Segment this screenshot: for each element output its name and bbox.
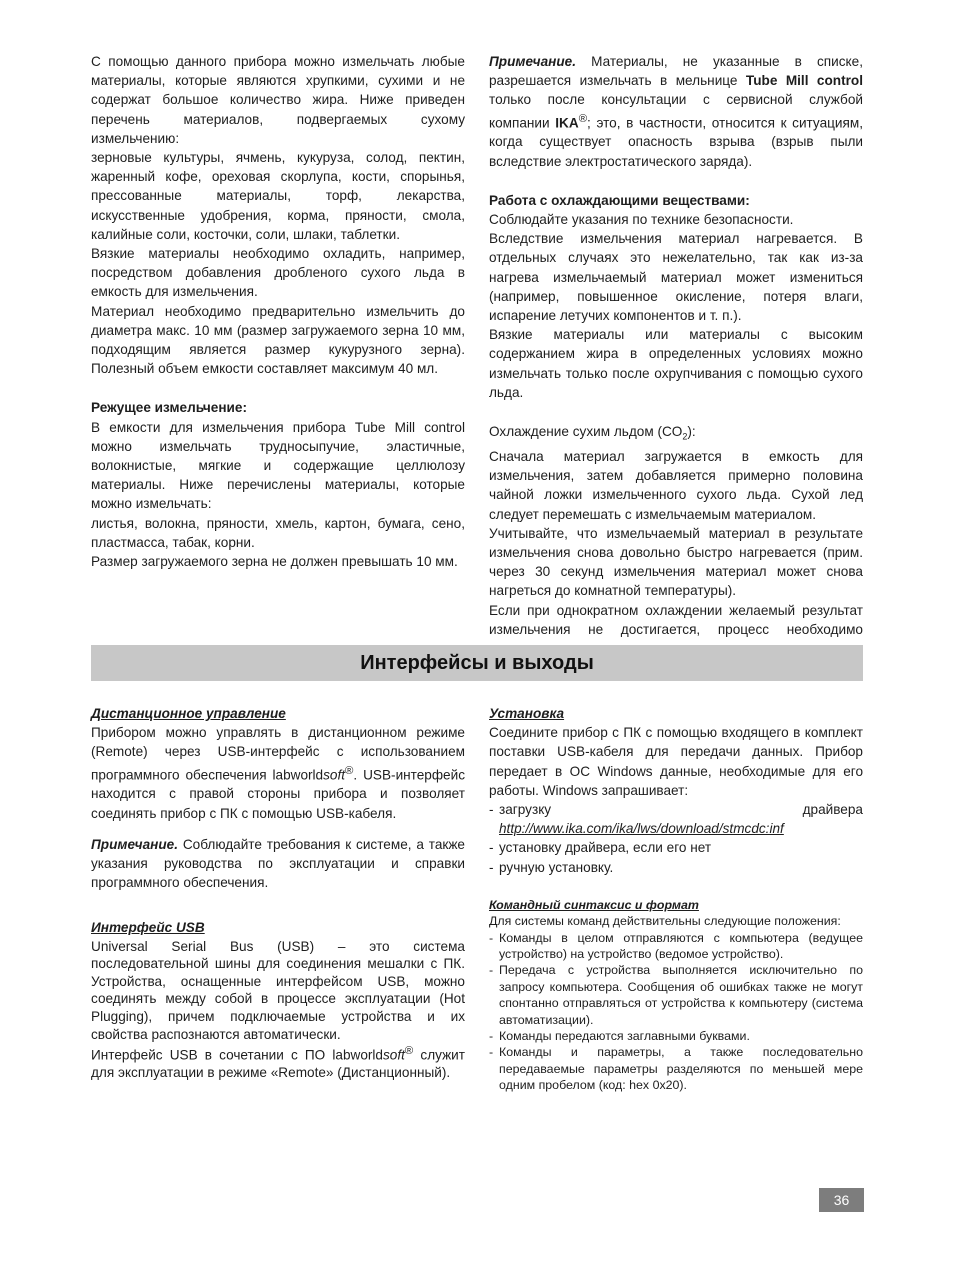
dryice-paragraph-2: Учитывайте, что измельчаемый материал в результате измельчения снова довольно быстро нагревается (прим. через 30 секунд измельчения материал может снова нагреться до комнатной температуры). [489, 525, 863, 599]
usb-text2-2: служит для эксплуатации в режиме «Remote» (Дистанционный). [91, 1047, 465, 1081]
top-left-column [91, 52, 465, 571]
note-product: Tube Mill control [745, 73, 863, 89]
usb-paragraph: Universal Serial Bus (USB) – это система последовательной шины для соединения мешалки с ПК. Устройства, оснащенные интерфейсом USB, можно соединять между собой в процессе эксплуатации (Hot Plugging), причем подключаемые устройства и их свойства распознаются автоматически. [91, 938, 465, 1042]
bottom-note-label: Примечание. [91, 836, 178, 852]
cutting-list: листья, волокна, пряности, хмель, картон, бумага, сено, пластмасса, табак, корни. [91, 515, 465, 550]
dryice-heading [489, 422, 863, 447]
coolant-heat: Вследствие измельчения материал нагревается. В отдельных случаях это нежелательно, так как из-за нагрева измельчаемый материал может измениться (например, повышенное окисление, потеря влаги, испарение летучих компонентов и т. п.). [489, 231, 863, 323]
install-item-2: - установку драйвера, если его нет [489, 838, 863, 857]
note-text-1: Материалы, не указанные в списке, разрешается измельчать в мельнице [489, 54, 863, 89]
remote-heading: Дистанционное управление [91, 706, 286, 721]
coolant-viscous: Вязкие материалы или материалы с высоким содержанием жира в определенных условиях можно измельчать только после охрупчивания с помощью сухого льда. [489, 327, 863, 400]
note-paragraph [489, 52, 863, 171]
remote-soft: soft [323, 767, 346, 783]
install-item-1-prefix: загрузку драйвера [499, 802, 863, 818]
viscous-paragraph: Вязкие материалы необходимо охладить, например, посредством добавления дробленого сухого льда в емкость для измельчения. [91, 246, 465, 300]
bottom-left-column [91, 704, 465, 1082]
coolant-safety: Соблюдайте указания по технике безопасности. [489, 211, 794, 227]
materials-list: зерновые культуры, ячмень, кукуруза, солод, пектин, жаренный кофе, ореховая скорлупа, кости, спорынья, прессованные материалы, торф, лекарства, искусственные удобрения, корма, пряности, смола, калийные соли, косточки, соли, шлаки, таблетки. [91, 150, 465, 242]
page-number: 36 [833, 1192, 850, 1208]
syntax-item: - Команды в целом отправляются с компьютера (ведущее устройство) на устройство (ведомое устройство). [489, 930, 863, 963]
remote-text-2: . USB-интерфейс находится с правой стороны прибора и позволяет соединять прибор с ПК с помощью USB-кабеля. [91, 767, 466, 821]
note-text-2: только после консультации с сервисной службой компании [489, 92, 863, 131]
syntax-item: - Передача с устройства выполняется исключительно по запросу компьютера. Сообщения об ошибках также не могут спонтанно отправляться от устройства к компьютеру (система автоматизации). [489, 962, 863, 1028]
remote-reg: ® [345, 764, 354, 777]
install-item-1 [489, 800, 863, 838]
usb-reg: ® [404, 1045, 414, 1058]
usb-soft: soft [383, 1047, 405, 1063]
section-title: Интерфейсы и выходы [360, 651, 594, 674]
dryice-heading-sub: 2 [682, 431, 688, 442]
syntax-item: - Команды и параметры, а также последовательно передаваемые параметры разделяются по меньшей мере одним пробелом (код: hex 0x20). [489, 1044, 863, 1093]
cutting-heading: Режущее измельчение: [91, 400, 247, 416]
dryice-heading-b: ): [687, 423, 696, 439]
precut-paragraph: Материал необходимо предварительно измельчить до диаметра макс. 10 мм (размер загружаемого зерна 10 мм, подходящим является размер кукурузного зерна). Полезный объем емкости составляет максимум 40 мл. [91, 303, 465, 377]
dryice-paragraph-3: Если при однократном охлаждении желаемый результат измельчения не достигается, процесс необходимо [489, 602, 863, 637]
note-reg: ® [578, 112, 588, 125]
top-right-column [489, 52, 863, 658]
syntax-heading: Командный синтаксис и формат [489, 897, 699, 912]
remote-text-1: Прибором можно управлять в дистанционном режиме (Remote) через USB-интерфейс с использованием программного обеспечения labworld [91, 725, 465, 783]
syntax-block [489, 897, 863, 1094]
install-heading: Установка [489, 706, 565, 721]
coolant-heading: Работа с охлаждающими веществами: [489, 192, 750, 208]
bottom-note-text: Соблюдайте требования к системе, а также указания руководства по эксплуатации и справки программного обеспечения. [91, 836, 465, 891]
usb-text2-1: Интерфейс USB в сочетании с ПО labworld [91, 1047, 383, 1063]
install-paragraph: Соедините прибор с ПК с помощью входящего в комплект поставки USB-кабеля для передачи данных. Прибор передает в ОС Windows данные, необходимые для его работы. Windows запрашивает: [489, 725, 863, 798]
dryice-paragraph-1: Сначала материал загружается в емкость для измельчения, затем добавляется примерно половина чайной ложки измельченного сухого льда. Сухой лед следует перемешать с измельчаемым материалом. [489, 448, 863, 522]
bottom-right-column [489, 704, 863, 1094]
usb-paragraph-2 [91, 1043, 465, 1082]
syntax-intro: Для системы команд действительны следующие положения: [489, 914, 841, 929]
cutting-paragraph: В емкости для измельчения прибора Tube Mill control можно измельчать трудносыпучие, эластичные, волокнистые, мягкие и содержащие целлюлозу материалы. Ниже перечислены материалы, которые можно измельчать: [91, 419, 465, 512]
section-title-band [91, 645, 863, 681]
driver-download-link[interactable]: http://www.ika.com/ika/lws/download/stmcdc:inf [499, 821, 784, 837]
note-brand: IKA [555, 115, 579, 131]
syntax-item: - Команды передаются заглавными буквами. [489, 1028, 863, 1044]
remote-paragraph [91, 723, 465, 823]
bottom-note-paragraph [91, 835, 465, 893]
install-item-3: - ручную установку. [489, 858, 863, 877]
note-label: Примечание. [489, 54, 576, 69]
grain-size-paragraph: Размер загружаемого зерна не должен превышать 10 мм. [91, 554, 458, 570]
page-number-badge [819, 1188, 864, 1212]
usb-heading: Интерфейс USB [91, 920, 205, 936]
note-text-3: ; это, в частности, относится к ситуациям, когда существует опасность взрыва (взрыв пыли вследствие электростатического заряда). [489, 115, 863, 169]
intro-paragraph: С помощью данного прибора можно измельчать любые материалы, которые являются хрупкими, сухими и не содержат большое количество жира. Ниже приведен перечень материалов, подвергаемых сухому измельчению: [91, 54, 465, 146]
dryice-heading-a: Охлаждение сухим льдом (CO [489, 423, 683, 439]
